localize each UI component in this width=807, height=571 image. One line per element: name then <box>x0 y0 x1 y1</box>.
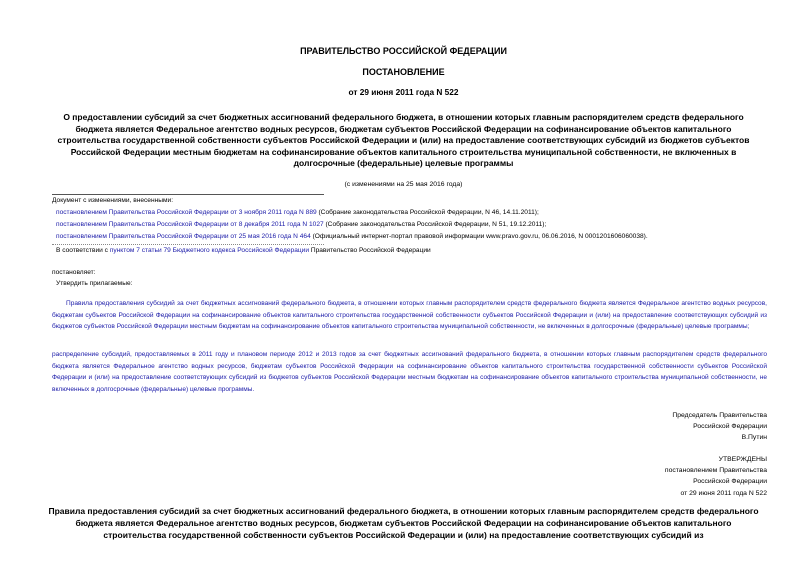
change-item <box>52 231 767 243</box>
document-title: О предоставлении субсидий за счет бюджетных ассигнований федерального бюджета, в отношении которых главным распорядителем средств федерального бюджета является Федеральное агентство водных ресурсов, бюджетам субъектов Российской Федерации на софинансирование объектов капитального строительства государственной собственности субъектов Российской Федерации и (или) на предоставление соответствующих субсидий из бюджетов субъектов Российской Федерации местным бюджетам на софинансирование объектов капитального строительства муниципальной собственности, не включенных в долгосрочные (федеральные) целевые программы <box>57 112 750 169</box>
paragraph-rules[interactable] <box>52 298 767 333</box>
signature-position: Председатель Правительства <box>672 412 767 419</box>
decrees-word: постановляет: <box>52 269 96 276</box>
paragraph-rules-text: Правила предоставления субсидий за счет бюджетных ассигнований федерального бюджета, в отношении которых главным распорядителем средств федерального бюджета является Федеральное агентство водных ресурсов, бюджетам субъектов Российской Федерации на софинансирование объектов капитального строительства государственной собственности субъектов Российской Федерации и (или) на предоставление соответствующих субсидий из бюджетов субъектов Российской Федерации местным бюджетам на софинансирование объектов капитального строительства муниципальной собственности, не включенных в долгосрочные (федеральные) целевые программы; <box>52 300 767 331</box>
paragraph-distribution[interactable] <box>52 349 767 395</box>
change-link-3[interactable]: постановлением Правительства Российской Федерации от 25 мая 2016 года N 464 <box>56 233 311 240</box>
change-link-1[interactable]: постановлением Правительства Российской Федерации от 3 ноября 2011 года N 889 <box>56 209 317 216</box>
signature-name: В.Путин <box>741 434 767 442</box>
signature-country: Российской Федерации <box>693 423 767 431</box>
approved-by: постановлением Правительства <box>664 467 767 475</box>
changes-intro: Документ с изменениями, внесенными: <box>52 197 174 204</box>
approve-line: Утвердить прилагаемые: <box>56 280 133 287</box>
approved-date: от 29 июня 2011 года N 522 <box>680 489 767 497</box>
paragraph-distribution-text: распределение субсидий, предоставляемых в 2011 году и плановом периоде 2012 и 2013 годов за счет бюджетных ассигнований федерального бюджета, в отношении которых главным распорядителем средств федерального бюджета является Федеральное агентство водных ресурсов, бюджетам субъектов Российской Федерации на софинансирование объектов капитального строительства государственной собственности субъектов Российской Федерации и (или) на предоставление соответствующих субсидий из бюджетов субъектов Российской Федерации местным бюджетам на софинансирование объектов капитального строительства муниципальной собственности, не включенных в долгосрочные (федеральные) целевые программы. <box>52 351 767 393</box>
rules-heading: Правила предоставления субсидий за счет бюджетных ассигнований федерального бюджета, в отношении которых главным распорядителем средств федерального бюджета является Федеральное агентство водных ресурсов, бюджетам субъектов Российской Федерации на софинансирование объектов капитального строительства государственной собственности субъектов Российской Федерации и (или) на предоставление соответствующих субсидий из <box>48 506 759 540</box>
approval-stamp <box>547 454 767 499</box>
approved-word: УТВЕРЖДЕНЫ <box>718 456 767 463</box>
budget-code-link[interactable]: пунктом 7 статьи 79 Бюджетного кодекса Российской Федерации <box>109 247 309 254</box>
change-item <box>52 207 767 219</box>
document-type: ПОСТАНОВЛЕНИЕ <box>362 67 445 77</box>
change-link-2[interactable]: постановлением Правительства Российской Федерации от 8 декабря 2011 года N 1027 <box>56 221 324 228</box>
change-item <box>52 219 767 231</box>
amended-note: (с изменениями на 25 мая 2016 года) <box>344 181 463 188</box>
basis-suffix: Правительство Российской Федерации <box>309 247 431 254</box>
changes-block <box>52 195 767 243</box>
change-source-3: (Официальный интернет-портал правовой информации www.pravo.gov.ru, 06.06.2016, N 0001201606060038). <box>310 233 648 240</box>
change-source-1: (Собрание законодательства Российской Федерации, N 46, 14.11.2011); <box>316 209 539 216</box>
document-date-number: от 29 июня 2011 года N 522 <box>348 87 459 97</box>
government-heading: ПРАВИТЕЛЬСТВО РОССИЙСКОЙ ФЕДЕРАЦИИ <box>300 46 507 56</box>
basis-line <box>52 245 771 257</box>
basis-prefix: В соответствии с <box>56 247 110 254</box>
signature-block <box>547 410 767 444</box>
change-source-2: (Собрание законодательства Российской Федерации, N 51, 19.12.2011); <box>323 221 547 228</box>
approved-country: Российской Федерации <box>693 478 767 486</box>
